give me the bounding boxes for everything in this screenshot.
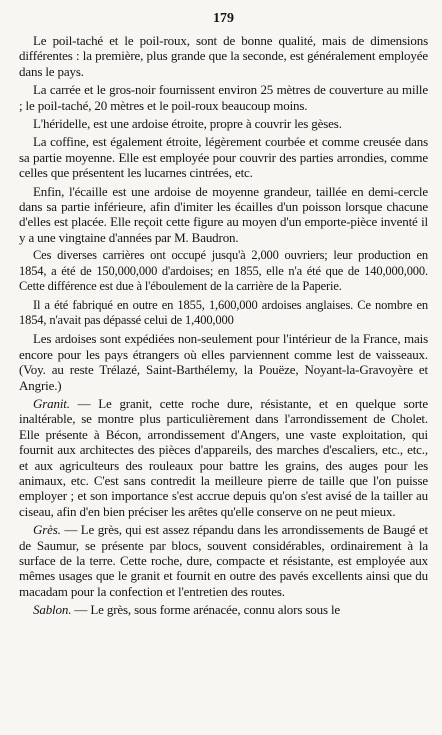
paragraph-poil-tache <box>19 33 428 79</box>
page-number: 179 <box>213 11 234 26</box>
paragraph-expedition <box>19 331 428 393</box>
paragraph-carrieres <box>19 248 428 294</box>
paragraph-text: La carrée et le gros-noir fournissent environ 25 mètres de couverture au mille ; le poil-taché, 20 mètres et le poil-roux beaucoup moins. <box>19 82 428 113</box>
paragraph-text: Enfin, l'écaille est une ardoise de moyenne grandeur, taillée en demi-cercle dans sa partie inférieure, afin d'imiter les écailles d'un poisson lorsque chacune d'elles est placée. Elle reçoit cette figure au moyen d'un emporte-pièce inventé il y a une vingtaine d'années par M. Baudron. <box>19 183 428 245</box>
paragraph-text: La coffine, est également étroite, légèrement courbée et comme creusée dans sa partie moyenne. Elle est employée pour couvrir des parties arrondies, comme celles que présentent les lucarnes cintrées, etc. <box>19 134 428 181</box>
paragraph-text: Les ardoises sont expédiées non-seulement pour l'intérieur de la France, mais encore pour les pays étrangers où elles parviennent comme lest de vaisseaux. (Voy. au reste Trélazé, Saint-Barthélemy, la Pouëze, Noyant-la-Gravoyère et Angrie.) <box>19 331 428 393</box>
section-lead-sablon: Sablon. <box>33 602 72 618</box>
paragraph-granit <box>19 396 428 519</box>
paragraph-sablon <box>19 602 428 617</box>
paragraph-heridelle <box>19 116 428 131</box>
paragraph-coffine <box>19 134 428 180</box>
paragraph-gres <box>19 522 428 599</box>
paragraph-text: Le poil-taché et le poil-roux, sont de bonne qualité, mais de dimensions différentes : la première, plus grande que la seconde, est généralement employée dans le pays. <box>19 33 428 79</box>
paragraph-text: Ces diverses carrières ont occupé jusqu'à 2,000 ouvriers; leur production en 1854, a été de 150,000,000 d'ardoises; en 1855, elle n'a été que de 140,000,000. Cette différence est due à l'éboulement de la carrière de la Paperie. <box>19 248 428 294</box>
paragraph-carree <box>19 82 428 113</box>
paragraph-ardoises-anglaises <box>19 298 428 329</box>
paragraph-text: — Le granit, cette roche dure, résistante, et en quelque sorte inaltérable, se montre plus particulièrement dans l'arrondissement de Cholet. Elle présente à Bécon, arrondissement d'Angers, une vaste exploitation, qui fournit aux architectes des pièces d'appareils, des marches d'escaliers, etc., etc., et aux agriculteurs des rouleaux pour battre les grains, des auges pour les animaux, etc. C'est sans contredit la meilleure pierre de taille que l'on puisse employer ; et son importance s'est accrue depuis qu'on s'est avisé de la tailler au ciseau, afin d'en bien préciser les arêtes qu'elle conserve on ne peut mieux. <box>19 395 428 519</box>
paragraph-text: — Le grès, qui est assez répandu dans les arrondissements de Baugé et de Saumur, se présente par blocs, souvent considérables, ordinairement à la surface de la terre. Cette roche, dure, compacte et résistante, est employée aux mêmes usages que le granit et fournit en outre des pavés excellents ainsi que du macadam pour la confection et l'entretien des routes. <box>19 522 428 599</box>
paragraph-text: L'héridelle, est une ardoise étroite, propre à couvrir les gèses. <box>33 116 342 132</box>
paragraph-text: — Le grès, sous forme arénacée, connu alors sous le <box>71 602 341 618</box>
paragraph-text: Il a été fabriqué en outre en 1855, 1,600,000 ardoises anglaises. Ce nombre en 1854, n'avait pas dépassé celui de 1,400,000 <box>19 297 428 327</box>
section-lead-granit: Granit. <box>33 395 70 411</box>
section-lead-gres: Grès. <box>33 522 61 538</box>
paragraph-ecaille <box>19 184 428 246</box>
